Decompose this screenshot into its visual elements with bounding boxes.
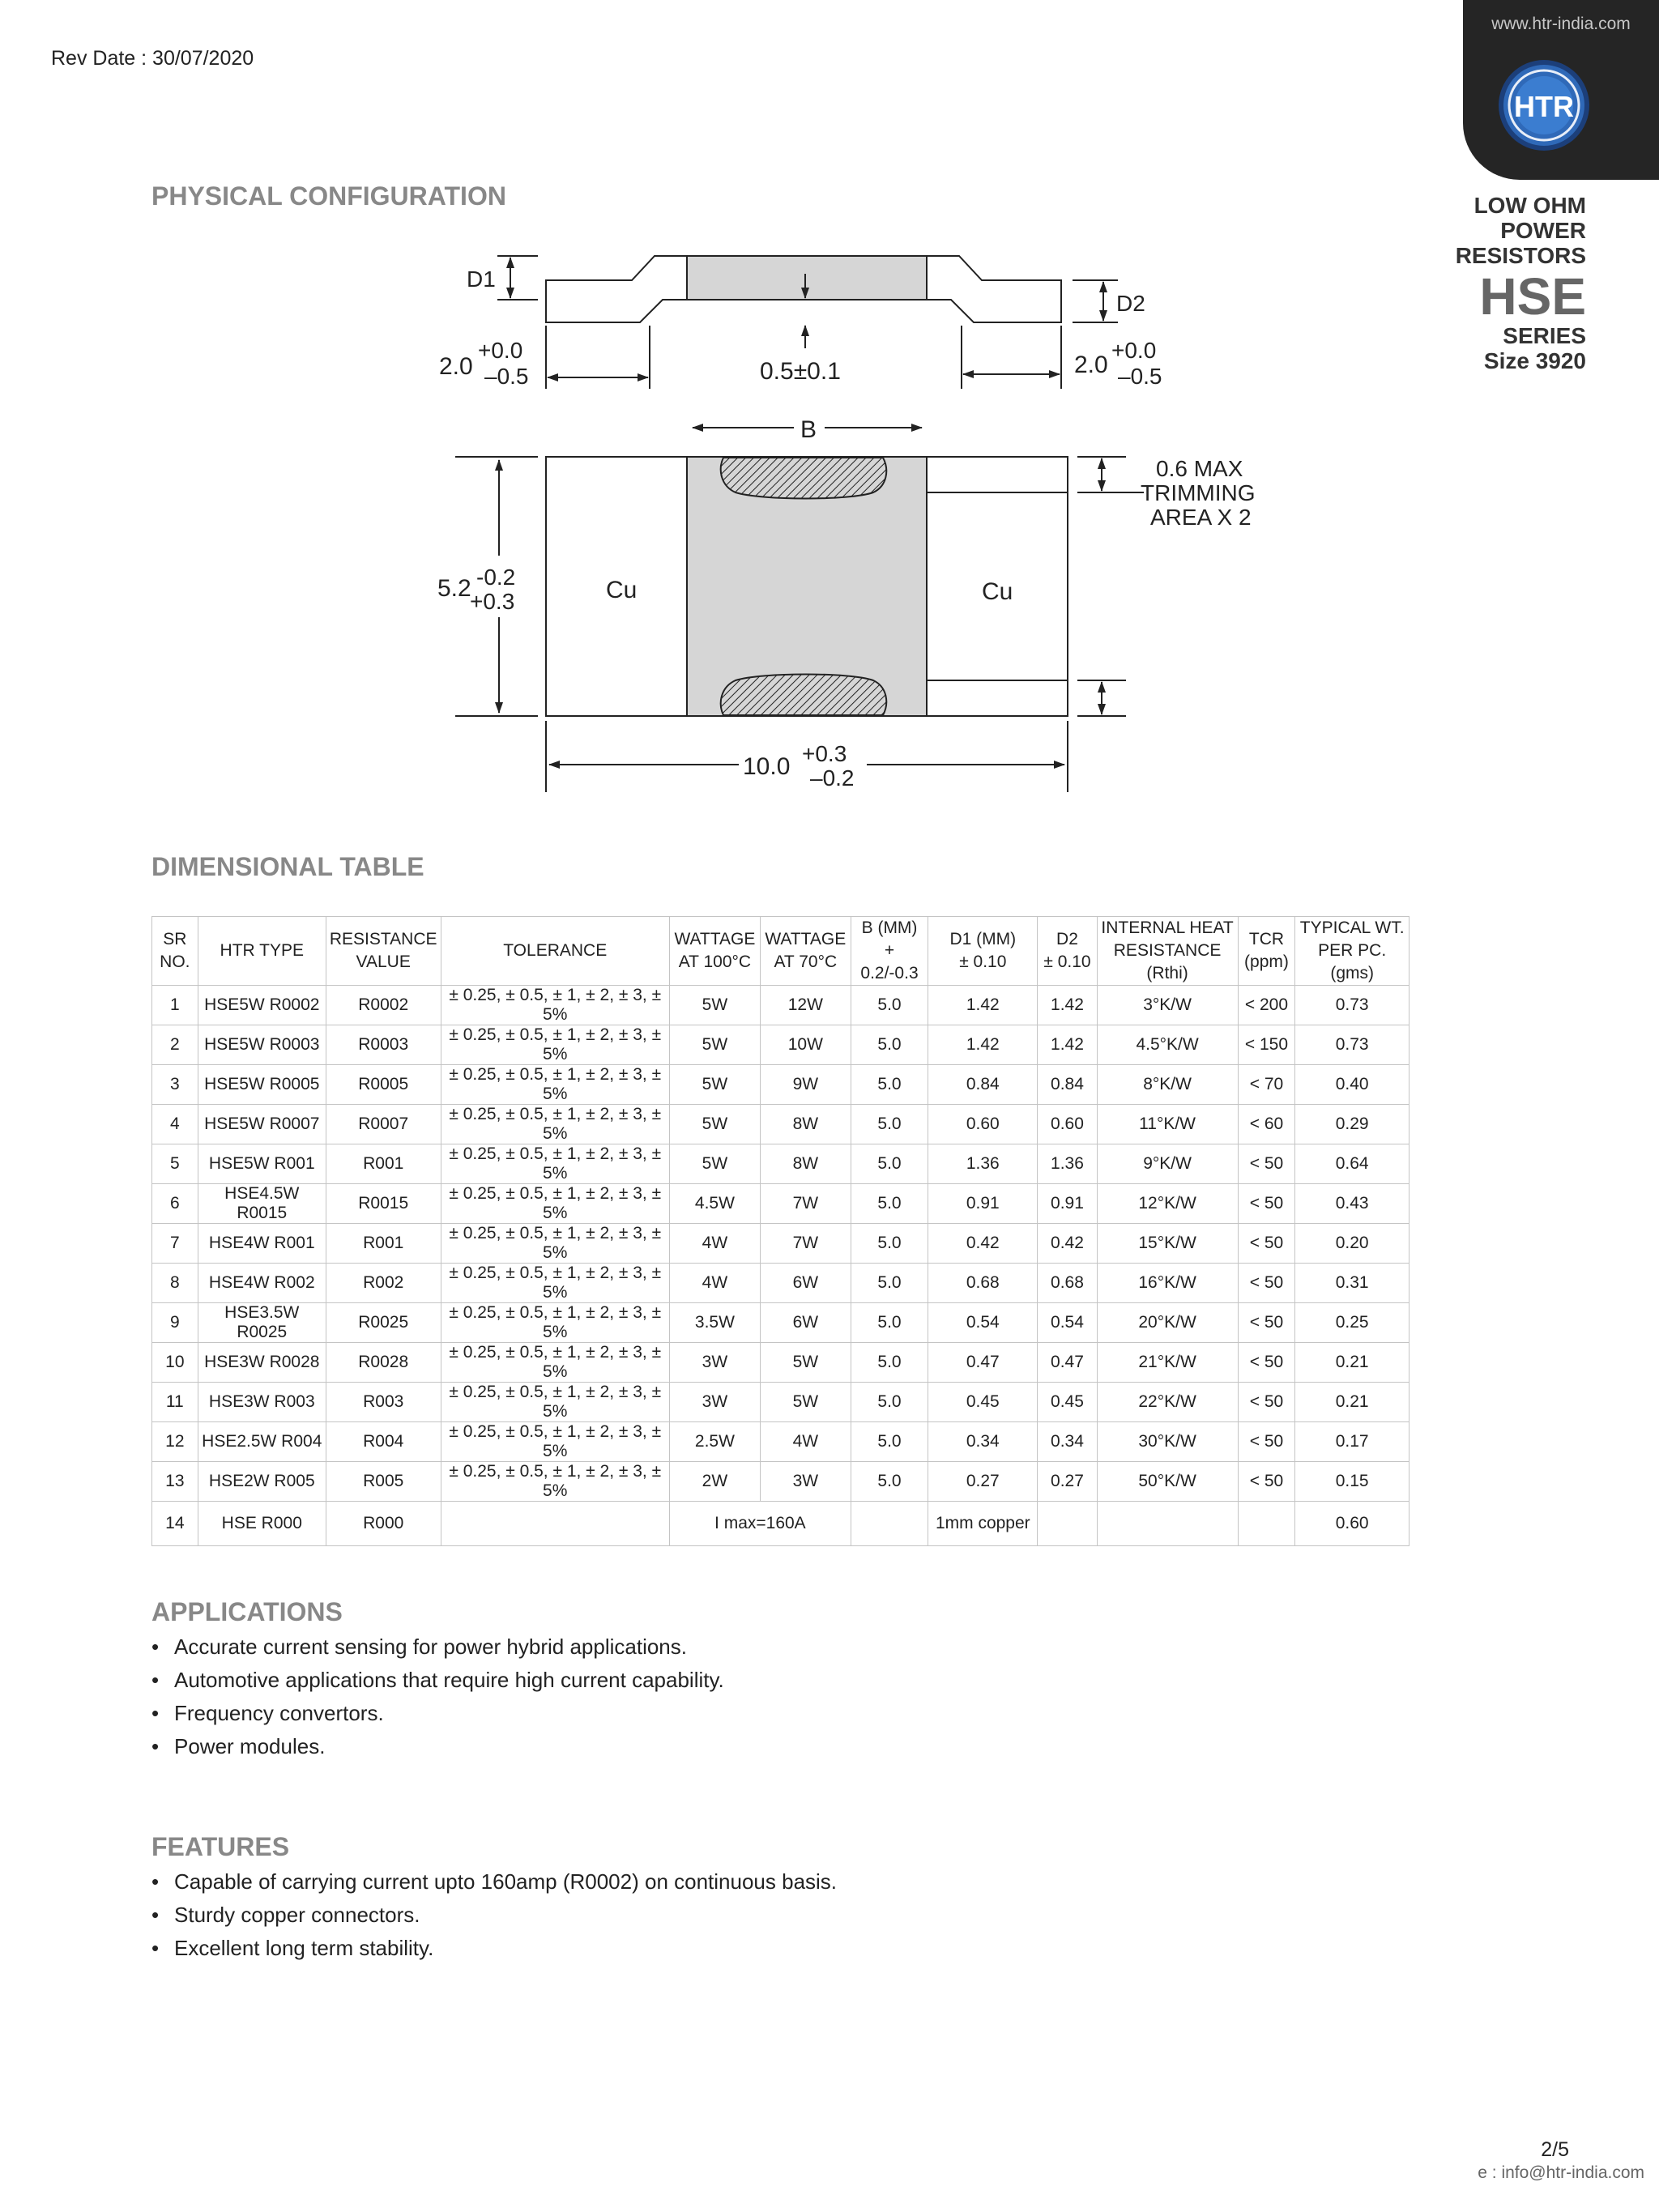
header-resistance-value: RESISTANCE VALUE — [326, 917, 441, 986]
cell-tolerance: ± 0.25, ± 0.5, ± 1, ± 2, ± 3, ± 5% — [441, 1343, 669, 1383]
svg-text:Cu: Cu — [982, 578, 1013, 605]
header-tcr: TCR (ppm) — [1238, 917, 1295, 986]
cell-type: HSE5W R001 — [198, 1144, 326, 1184]
cell-tcr: < 50 — [1238, 1343, 1295, 1383]
cell-wattage-70: 6W — [760, 1303, 851, 1343]
cell-type: HSE2W R005 — [198, 1462, 326, 1502]
list-item: • Power modules. — [151, 1730, 724, 1763]
list-item: • Capable of carrying current upto 160amp (R0002) on continuous basis. — [151, 1865, 837, 1899]
table-row — [152, 1502, 1410, 1546]
cell-b: 5.0 — [851, 1264, 928, 1303]
cell-wattage-70: 7W — [760, 1224, 851, 1264]
cell-sr: 6 — [152, 1184, 198, 1224]
cell-d2: 1.42 — [1038, 986, 1097, 1025]
cell-tcr: < 200 — [1238, 986, 1295, 1025]
cell-value: R005 — [326, 1462, 441, 1502]
cell-tcr: < 70 — [1238, 1065, 1295, 1105]
cell-tcr: < 50 — [1238, 1184, 1295, 1224]
svg-text:5.2: 5.2 — [437, 575, 471, 602]
cell-wattage-100: 4W — [669, 1224, 760, 1264]
cell-b: 5.0 — [851, 1065, 928, 1105]
cell-weight: 0.43 — [1295, 1184, 1410, 1224]
cell-d2: 0.34 — [1038, 1422, 1097, 1462]
cell-wattage-100: 3W — [669, 1383, 760, 1422]
cell-value: R0025 — [326, 1303, 441, 1343]
cell-sr: 11 — [152, 1383, 198, 1422]
cell-type: HSE5W R0005 — [198, 1065, 326, 1105]
cell-wattage-100: 3.5W — [669, 1303, 760, 1343]
series-label: SERIES — [1503, 323, 1586, 348]
applications-list — [151, 1630, 724, 1763]
cell-rthi: 22°K/W — [1097, 1383, 1238, 1422]
cell-tcr: < 50 — [1238, 1224, 1295, 1264]
cell-wattage-70: 8W — [760, 1144, 851, 1184]
cell-d1: 0.45 — [928, 1383, 1038, 1422]
cell-value: R001 — [326, 1144, 441, 1184]
svg-text:D2: D2 — [1116, 291, 1145, 316]
cell-tolerance: ± 0.25, ± 0.5, ± 1, ± 2, ± 3, ± 5% — [441, 1303, 669, 1343]
cell-d2: 0.84 — [1038, 1065, 1097, 1105]
svg-text:0.6 MAX: 0.6 MAX — [1156, 456, 1243, 481]
svg-text:10.0: 10.0 — [743, 753, 791, 780]
cell-sr: 14 — [152, 1502, 198, 1546]
cell-rthi: 16°K/W — [1097, 1264, 1238, 1303]
cell-tolerance: ± 0.25, ± 0.5, ± 1, ± 2, ± 3, ± 5% — [441, 1144, 669, 1184]
cell-weight: 0.31 — [1295, 1264, 1410, 1303]
cell-wattage-70: 10W — [760, 1025, 851, 1065]
cell-wattage-100: 4W — [669, 1264, 760, 1303]
cell-wattage-70: 9W — [760, 1065, 851, 1105]
table-row — [152, 1025, 1410, 1065]
contact-email[interactable]: e : info@htr-india.com — [1478, 2163, 1644, 2182]
cell-rthi: 12°K/W — [1097, 1184, 1238, 1224]
cell-rthi: 11°K/W — [1097, 1105, 1238, 1144]
header-tolerance: TOLERANCE — [441, 917, 669, 986]
cell-type: HSE4W R002 — [198, 1264, 326, 1303]
cell-sr: 7 — [152, 1224, 198, 1264]
cell-tcr — [1238, 1502, 1295, 1546]
list-item: • Sturdy copper connectors. — [151, 1899, 837, 1932]
cell-value: R0007 — [326, 1105, 441, 1144]
list-item: • Excellent long term stability. — [151, 1932, 837, 1965]
cell-rthi: 9°K/W — [1097, 1144, 1238, 1184]
cell-wattage-100: 2W — [669, 1462, 760, 1502]
cell-wattage-100: 4.5W — [669, 1184, 760, 1224]
rev-date: Rev Date : 30/07/2020 — [51, 47, 254, 70]
header-b: B (MM) + 0.2/-0.3 — [851, 917, 928, 986]
svg-text:+0.3: +0.3 — [470, 589, 515, 614]
cell-type: HSE4.5W R0015 — [198, 1184, 326, 1224]
cell-sr: 2 — [152, 1025, 198, 1065]
left-terminal-side — [546, 256, 687, 322]
cell-rthi — [1097, 1502, 1238, 1546]
table-row — [152, 986, 1410, 1025]
cell-weight: 0.73 — [1295, 1025, 1410, 1065]
list-item: • Frequency convertors. — [151, 1697, 724, 1730]
trimming-area-top — [721, 458, 886, 499]
cell-d2: 0.91 — [1038, 1184, 1097, 1224]
physical-configuration-heading: PHYSICAL CONFIGURATION — [151, 181, 506, 211]
table-row — [152, 1422, 1410, 1462]
header-wattage-70: WATTAGE AT 70°C — [760, 917, 851, 986]
cell-value: R003 — [326, 1383, 441, 1422]
svg-text:0.5±0.1: 0.5±0.1 — [760, 358, 841, 385]
cell-wattage-100: 5W — [669, 986, 760, 1025]
cell-sr: 9 — [152, 1303, 198, 1343]
cell-d1: 1mm copper — [928, 1502, 1038, 1546]
cell-d1: 1.36 — [928, 1144, 1038, 1184]
cell-weight: 0.60 — [1295, 1502, 1410, 1546]
cell-wattage-100: 5W — [669, 1144, 760, 1184]
svg-text:+0.3: +0.3 — [802, 741, 847, 766]
cell-rthi: 21°K/W — [1097, 1343, 1238, 1383]
cell-rthi: 8°K/W — [1097, 1065, 1238, 1105]
table-row — [152, 1264, 1410, 1303]
cell-tolerance — [441, 1502, 669, 1546]
table-row — [152, 1144, 1410, 1184]
cell-rthi: 3°K/W — [1097, 986, 1238, 1025]
cell-d2: 0.45 — [1038, 1383, 1097, 1422]
cell-type: HSE4W R001 — [198, 1224, 326, 1264]
cell-d2 — [1038, 1502, 1097, 1546]
cell-sr: 8 — [152, 1264, 198, 1303]
cell-d1: 0.91 — [928, 1184, 1038, 1224]
cell-wattage-merged: I max=160A — [669, 1502, 851, 1546]
cell-tolerance: ± 0.25, ± 0.5, ± 1, ± 2, ± 3, ± 5% — [441, 1462, 669, 1502]
cell-b: 5.0 — [851, 1105, 928, 1144]
cell-d1: 1.42 — [928, 986, 1038, 1025]
svg-text:TRIMMING: TRIMMING — [1141, 480, 1256, 505]
cell-d1: 0.42 — [928, 1224, 1038, 1264]
cell-value: R0002 — [326, 986, 441, 1025]
applications-heading: APPLICATIONS — [151, 1597, 343, 1626]
table-row — [152, 1303, 1410, 1343]
cell-d1: 0.34 — [928, 1422, 1038, 1462]
cell-b: 5.0 — [851, 1184, 928, 1224]
website-link[interactable]: www.htr-india.com — [1491, 15, 1631, 33]
cell-wattage-100: 5W — [669, 1105, 760, 1144]
cell-tcr: < 50 — [1238, 1383, 1295, 1422]
cell-wattage-70: 4W — [760, 1422, 851, 1462]
list-item: • Automotive applications that require high current capability. — [151, 1664, 724, 1697]
trimming-area-bottom — [721, 675, 886, 716]
htr-logo — [1495, 57, 1593, 154]
features-heading: FEATURES — [151, 1832, 290, 1861]
physical-configuration-diagram — [421, 243, 1312, 810]
right-terminal-side — [927, 256, 1061, 322]
cell-tcr: < 50 — [1238, 1303, 1295, 1343]
cell-sr: 3 — [152, 1065, 198, 1105]
cell-tolerance: ± 0.25, ± 0.5, ± 1, ± 2, ± 3, ± 5% — [441, 1422, 669, 1462]
cell-d1: 0.60 — [928, 1105, 1038, 1144]
cell-d1: 0.47 — [928, 1343, 1038, 1383]
svg-text:–0.5: –0.5 — [484, 364, 529, 389]
cell-d1: 0.68 — [928, 1264, 1038, 1303]
cell-d2: 0.27 — [1038, 1462, 1097, 1502]
cell-d2: 1.36 — [1038, 1144, 1097, 1184]
cell-b: 5.0 — [851, 986, 928, 1025]
cell-type: HSE5W R0003 — [198, 1025, 326, 1065]
size-label: Size 3920 — [1483, 348, 1586, 373]
cell-tolerance: ± 0.25, ± 0.5, ± 1, ± 2, ± 3, ± 5% — [441, 1224, 669, 1264]
cell-b: 5.0 — [851, 1224, 928, 1264]
cell-value: R0005 — [326, 1065, 441, 1105]
cell-d2: 0.68 — [1038, 1264, 1097, 1303]
svg-text:B: B — [800, 416, 817, 443]
cell-type: HSE5W R0002 — [198, 986, 326, 1025]
cell-weight: 0.25 — [1295, 1303, 1410, 1343]
table-row — [152, 1184, 1410, 1224]
cell-wattage-70: 5W — [760, 1383, 851, 1422]
table-row — [152, 1065, 1410, 1105]
svg-text:-0.2: -0.2 — [476, 565, 516, 590]
cell-tcr: < 150 — [1238, 1025, 1295, 1065]
svg-text:2.0: 2.0 — [1074, 352, 1108, 378]
svg-text:–0.2: –0.2 — [810, 765, 855, 791]
cell-b: 5.0 — [851, 1025, 928, 1065]
header-wattage-100: WATTAGE AT 100°C — [669, 917, 760, 986]
cell-type: HSE5W R0007 — [198, 1105, 326, 1144]
cell-type: HSE3W R003 — [198, 1383, 326, 1422]
cell-wattage-100: 2.5W — [669, 1422, 760, 1462]
cell-tcr: < 50 — [1238, 1264, 1295, 1303]
cell-wattage-70: 8W — [760, 1105, 851, 1144]
cell-rthi: 30°K/W — [1097, 1422, 1238, 1462]
cell-type: HSE3W R0028 — [198, 1343, 326, 1383]
cell-sr: 5 — [152, 1144, 198, 1184]
cell-sr: 10 — [152, 1343, 198, 1383]
cell-d2: 0.42 — [1038, 1224, 1097, 1264]
cell-value: R000 — [326, 1502, 441, 1546]
cell-d2: 1.42 — [1038, 1025, 1097, 1065]
cell-b: 5.0 — [851, 1422, 928, 1462]
table-row — [152, 1105, 1410, 1144]
table-row — [152, 1224, 1410, 1264]
cell-type: HSE2.5W R004 — [198, 1422, 326, 1462]
cell-wattage-100: 5W — [669, 1065, 760, 1105]
table-header-row — [152, 917, 1410, 986]
header-internal-heat-resistance: INTERNAL HEAT RESISTANCE (Rthi) — [1097, 917, 1238, 986]
table-row — [152, 1462, 1410, 1502]
cell-rthi: 15°K/W — [1097, 1224, 1238, 1264]
cell-value: R0003 — [326, 1025, 441, 1065]
svg-text:HTR: HTR — [1514, 90, 1574, 123]
cell-tolerance: ± 0.25, ± 0.5, ± 1, ± 2, ± 3, ± 5% — [441, 986, 669, 1025]
cell-weight: 0.73 — [1295, 986, 1410, 1025]
cell-tolerance: ± 0.25, ± 0.5, ± 1, ± 2, ± 3, ± 5% — [441, 1025, 669, 1065]
svg-text:+0.0: +0.0 — [1111, 338, 1157, 363]
cell-weight: 0.20 — [1295, 1224, 1410, 1264]
cell-d2: 0.54 — [1038, 1303, 1097, 1343]
cell-value: R0028 — [326, 1343, 441, 1383]
cell-tolerance: ± 0.25, ± 0.5, ± 1, ± 2, ± 3, ± 5% — [441, 1184, 669, 1224]
cell-d2: 0.60 — [1038, 1105, 1097, 1144]
features-list — [151, 1865, 837, 1965]
cell-tolerance: ± 0.25, ± 0.5, ± 1, ± 2, ± 3, ± 5% — [441, 1383, 669, 1422]
cell-type: HSE R000 — [198, 1502, 326, 1546]
cell-d2: 0.47 — [1038, 1343, 1097, 1383]
cell-rthi: 4.5°K/W — [1097, 1025, 1238, 1065]
page-number: 2/5 — [1541, 2138, 1569, 2161]
cell-rthi: 20°K/W — [1097, 1303, 1238, 1343]
cell-tolerance: ± 0.25, ± 0.5, ± 1, ± 2, ± 3, ± 5% — [441, 1065, 669, 1105]
cell-tolerance: ± 0.25, ± 0.5, ± 1, ± 2, ± 3, ± 5% — [441, 1105, 669, 1144]
cell-tcr: < 50 — [1238, 1462, 1295, 1502]
dimensional-table — [151, 916, 1410, 1546]
cell-wattage-70: 6W — [760, 1264, 851, 1303]
header-d2: D2 ± 0.10 — [1038, 917, 1097, 986]
cell-wattage-70: 12W — [760, 986, 851, 1025]
cell-weight: 0.29 — [1295, 1105, 1410, 1144]
cell-tcr: < 60 — [1238, 1105, 1295, 1144]
product-line-2: POWER — [1500, 218, 1586, 243]
header-d1: D1 (MM) ± 0.10 — [928, 917, 1038, 986]
cell-value: R001 — [326, 1224, 441, 1264]
cell-wattage-70: 3W — [760, 1462, 851, 1502]
header-typical-weight: TYPICAL WT. PER PC. (gms) — [1295, 917, 1410, 986]
cell-weight: 0.21 — [1295, 1343, 1410, 1383]
cell-value: R004 — [326, 1422, 441, 1462]
product-title-block — [1456, 193, 1586, 373]
svg-text:–0.5: –0.5 — [1118, 364, 1162, 389]
list-item: • Accurate current sensing for power hybrid applications. — [151, 1630, 724, 1664]
cell-weight: 0.64 — [1295, 1144, 1410, 1184]
dimensional-table-heading: DIMENSIONAL TABLE — [151, 852, 424, 881]
cell-type: HSE3.5W R0025 — [198, 1303, 326, 1343]
cell-d1: 0.27 — [928, 1462, 1038, 1502]
cell-d1: 0.54 — [928, 1303, 1038, 1343]
product-line-3: RESISTORS — [1455, 243, 1586, 268]
svg-text:D1: D1 — [467, 266, 496, 292]
cell-weight: 0.40 — [1295, 1065, 1410, 1105]
cell-d1: 0.84 — [928, 1065, 1038, 1105]
table-row — [152, 1383, 1410, 1422]
cell-sr: 1 — [152, 986, 198, 1025]
product-line-1: LOW OHM — [1473, 193, 1586, 218]
cell-b: 5.0 — [851, 1383, 928, 1422]
header-htr-type: HTR TYPE — [198, 917, 326, 986]
svg-text:Cu: Cu — [606, 577, 638, 603]
cell-weight: 0.15 — [1295, 1462, 1410, 1502]
cell-weight: 0.21 — [1295, 1383, 1410, 1422]
cell-tcr: < 50 — [1238, 1144, 1295, 1184]
cell-b: 5.0 — [851, 1462, 928, 1502]
cell-wattage-100: 5W — [669, 1025, 760, 1065]
cell-d1: 1.42 — [928, 1025, 1038, 1065]
series-code: HSE — [1479, 267, 1586, 326]
cell-rthi: 50°K/W — [1097, 1462, 1238, 1502]
cell-tolerance: ± 0.25, ± 0.5, ± 1, ± 2, ± 3, ± 5% — [441, 1264, 669, 1303]
cell-b: 5.0 — [851, 1144, 928, 1184]
cell-sr: 13 — [152, 1462, 198, 1502]
svg-text:2.0: 2.0 — [439, 353, 473, 380]
cell-value: R002 — [326, 1264, 441, 1303]
svg-text:AREA X 2: AREA X 2 — [1150, 505, 1252, 530]
resistor-body-side — [687, 256, 927, 300]
cell-wattage-70: 7W — [760, 1184, 851, 1224]
cell-sr: 4 — [152, 1105, 198, 1144]
cell-weight: 0.17 — [1295, 1422, 1410, 1462]
cell-sr: 12 — [152, 1422, 198, 1462]
cell-b: 5.0 — [851, 1303, 928, 1343]
cell-b — [851, 1502, 928, 1546]
cell-wattage-70: 5W — [760, 1343, 851, 1383]
cell-value: R0015 — [326, 1184, 441, 1224]
cell-b: 5.0 — [851, 1343, 928, 1383]
cell-wattage-100: 3W — [669, 1343, 760, 1383]
header-sr: SR NO. — [152, 917, 198, 986]
table-row — [152, 1343, 1410, 1383]
cell-tcr: < 50 — [1238, 1422, 1295, 1462]
svg-text:+0.0: +0.0 — [478, 338, 523, 363]
